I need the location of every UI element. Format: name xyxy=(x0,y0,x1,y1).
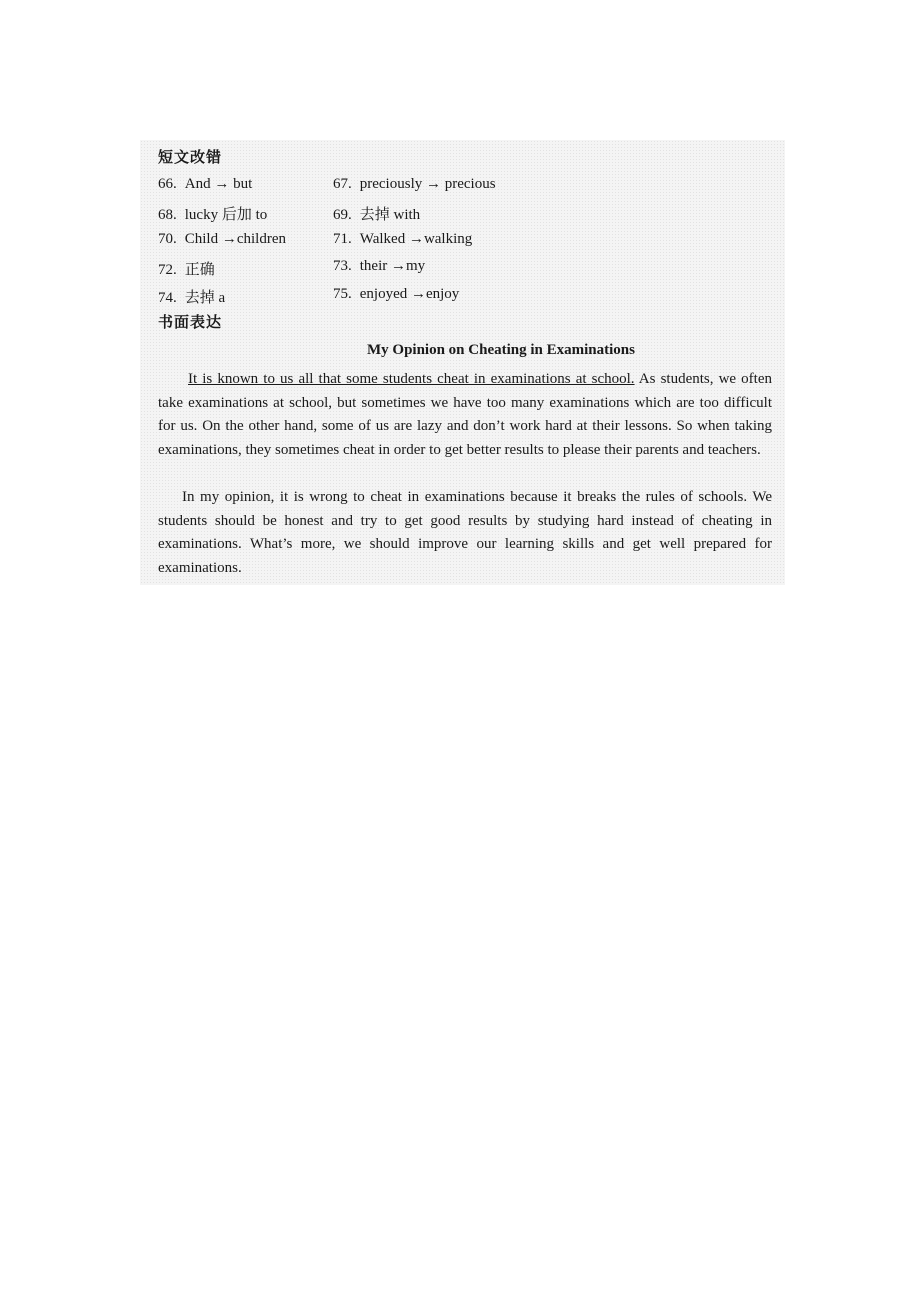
answer-number: 74. xyxy=(158,290,177,306)
answer-number: 75. xyxy=(333,286,352,302)
section-heading-writing: 书面表达 xyxy=(158,313,223,331)
topic-sentence: It is known to us all that some students cheat in examinations at school. xyxy=(188,371,635,387)
answer-item xyxy=(158,286,225,307)
essay-title-text: My Opinion on Cheating in Examinations xyxy=(367,342,635,358)
answer-text: enjoyed →enjoy xyxy=(359,286,460,302)
answer-text: Walked →walking xyxy=(359,231,473,247)
answer-text: Child →children xyxy=(184,231,286,247)
answer-text: 正确 xyxy=(184,262,215,278)
answer-number: 68. xyxy=(158,207,177,223)
answer-number: 70. xyxy=(158,231,177,247)
answer-item xyxy=(333,176,496,193)
answer-number: 71. xyxy=(333,231,352,247)
answer-number: 72. xyxy=(158,262,177,278)
answer-item xyxy=(333,203,420,224)
answer-item xyxy=(333,231,472,248)
answer-item xyxy=(158,203,267,224)
answer-item xyxy=(158,176,252,193)
essay-paragraph-2: In my opinion, it is wrong to cheat in examinations because it breaks the rules of schools. We students should be honest and try to get good results by studying hard instead of cheating in examinations. What’s more, we should improve our learning skills and get well prepared for examinations. xyxy=(158,489,772,576)
section-heading-correction: 短文改错 xyxy=(158,148,223,166)
answer-text: their →my xyxy=(359,258,426,274)
paragraph-body: As students, we often take examinations at school, but sometimes we have too many examinations which are too difficult for us. On the other hand, some of us are lazy and don’t work hard at their lessons. So when taking examinations, they sometimes cheat in order to get better results to please their parents and teachers. xyxy=(158,371,772,458)
answer-item xyxy=(333,286,459,303)
essay-title xyxy=(140,342,720,359)
answer-number: 69. xyxy=(333,207,352,223)
answer-text: 去掉 with xyxy=(359,207,421,223)
answer-item xyxy=(333,258,425,275)
answer-number: 73. xyxy=(333,258,352,274)
answer-text: 去掉 a xyxy=(184,290,226,306)
answer-text: preciously → precious xyxy=(359,176,496,192)
answer-text: And → but xyxy=(184,176,253,192)
answer-number: 66. xyxy=(158,176,177,192)
answer-number: 67. xyxy=(333,176,352,192)
answer-item xyxy=(158,258,215,279)
answer-text: lucky 后加 to xyxy=(184,207,268,223)
essay-paragraph-1 xyxy=(158,368,772,462)
answer-item xyxy=(158,231,286,248)
